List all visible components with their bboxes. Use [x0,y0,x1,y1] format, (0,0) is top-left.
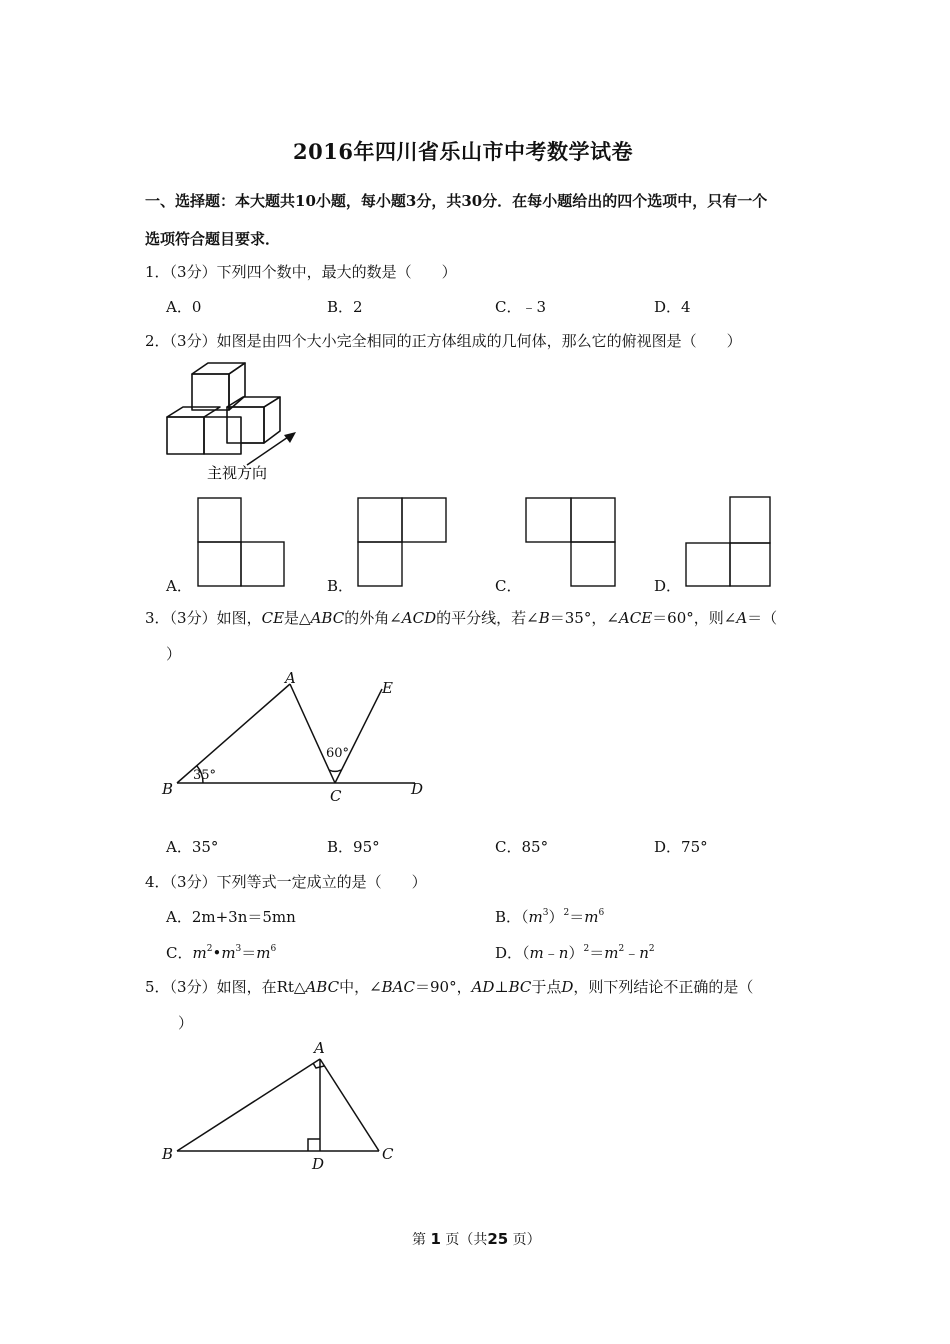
section-heading-cont: 选项符合题目要求． [145,230,281,248]
q4-stem: 4．（3分）下列等式一定成立的是（ ） [145,873,427,891]
q3-option-d: D．75° [654,838,708,856]
q2-option-b-figure [350,490,450,590]
q2-option-a: A． [166,577,192,595]
q2-option-b: B． [327,577,354,595]
q3-stem-close: ） [166,645,182,663]
q2-stem: 2．（3分）如图是由四个大小完全相同的正方体组成的几何体，那么它的俯视图是（ ） [145,332,742,350]
q3-label-e: E [382,679,393,697]
q1-option-a: A．0 [166,298,202,316]
q3-triangle-figure [155,665,435,810]
page-title: 2016年四川省乐山市中考数学试卷 [293,139,633,164]
q3-stem: 3．（3分）如图，CE是△ABC的外角∠ACD的平分线，若∠B＝35°，∠ACE＝60°，则∠A＝（ [145,609,778,627]
q3-option-c: C．85° [495,838,549,856]
q3-angle-c-label: 60° [326,746,350,761]
q1-option-d: D．4 [654,298,691,316]
q5-stem-close: ） [178,1014,194,1032]
q2-option-c: C． [495,577,522,595]
q4-option-d: D．$(m﹣n)^2=m^2﹣n^2$ [495,944,655,962]
q1-option-c: C．﹣3 [495,298,547,316]
q5-label-c: C [382,1145,394,1163]
q2-view-direction-label: 主视方向 [207,464,268,482]
q3-label-d: D [411,780,424,798]
q3-option-a: A．35° [166,838,219,856]
section-heading: 一、选择题：本大题共10小题，每小题3分，共30分．在每小题给出的四个选项中，只有一个 [145,192,768,210]
q5-label-b: B [162,1145,174,1163]
q4-option-a: A．2m+3n＝5mn [166,908,296,926]
q2-option-d: D． [654,577,682,595]
q5-label-a: A [314,1039,325,1057]
q3-angle-b-label: 35° [193,768,217,783]
q2-option-a-figure [190,490,290,590]
q4-option-b: B．$(m^3)^2=m^6$ [495,908,605,926]
q2-cube-figure [160,360,310,490]
q1-option-b: B．2 [327,298,363,316]
q2-option-c-figure [518,490,618,590]
page-footer: 第 1 页（共25 页） [412,1230,541,1248]
q3-label-c: C [330,787,342,805]
q3-label-b: B [162,780,174,798]
page-number: 1 [430,1230,441,1248]
q5-label-d: D [312,1155,325,1173]
q3-option-b: B．95° [327,838,380,856]
q5-triangle-figure [155,1035,415,1175]
q4-option-c: C．$m^2•m^3=m^6$ [166,944,277,962]
q1-stem: 1．（3分）下列四个数中，最大的数是（ ） [145,263,457,281]
q5-stem: 5．（3分）如图，在Rt△ABC中，∠BAC＝90°，AD⊥BC于点D，则下列结论不正确的是（ [145,978,754,996]
page-total: 25 [487,1230,509,1248]
q3-label-a: A [285,669,296,687]
q2-option-d-figure [678,490,778,590]
